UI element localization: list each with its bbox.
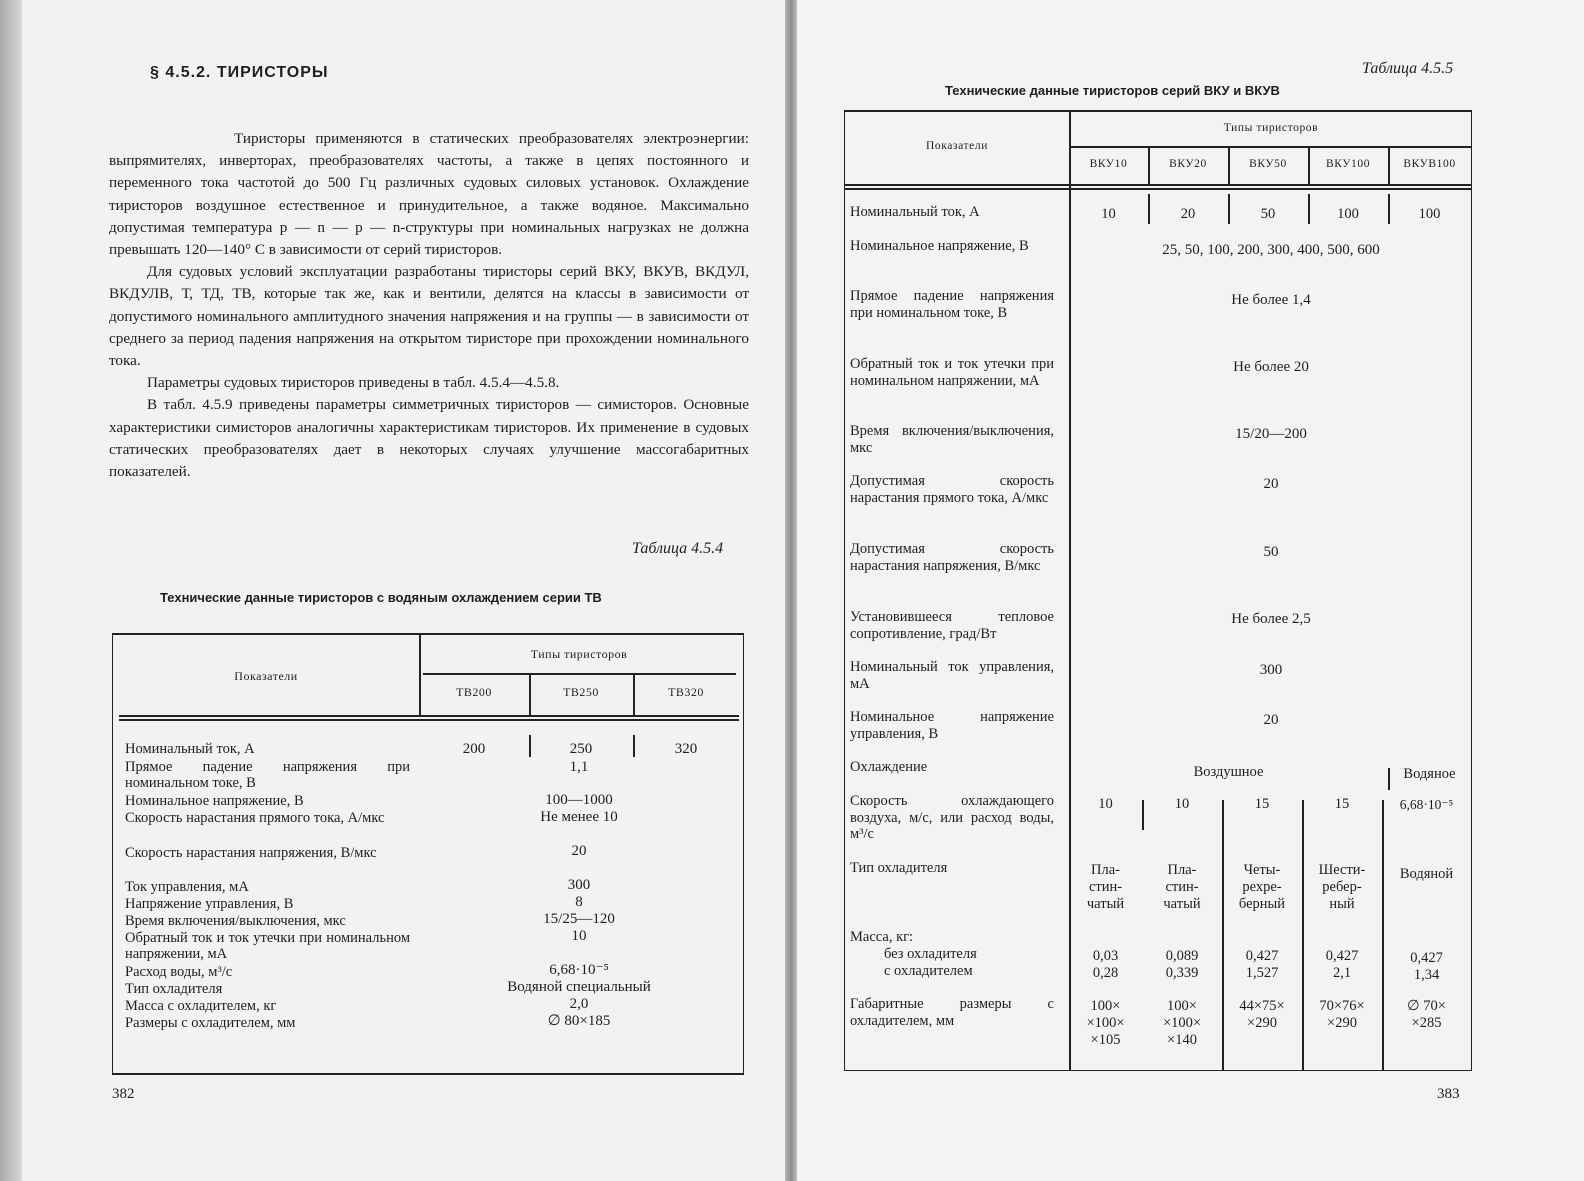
cell-value: 1,527	[1245, 965, 1279, 981]
cell-value: 20	[1180, 206, 1196, 222]
column-header: Показатели	[926, 140, 988, 152]
cell-value: 20	[1263, 476, 1279, 492]
cell-value: 15/25—120	[543, 911, 615, 927]
cell-value: 15/20—200	[1235, 426, 1307, 442]
table-title: Технические данные тиристоров с водяным охлаждением серии ТВ	[160, 590, 602, 605]
cell-value: 100—1000	[545, 792, 613, 808]
row-label: Ток управления, мА	[125, 879, 249, 895]
cell-value: 0,28	[1092, 965, 1119, 981]
paragraph: В табл. 4.5.9 приведены параметры симметричных тиристоров — симисторов. Основные характеристики симисторов аналогичны характеристикам тиристоров. Их применение в судовых статических преобразователях дает в некоторых случаях улучшение массогабаритных показателей.	[109, 396, 749, 481]
row-label: Время включения/выключения, мкс	[125, 913, 346, 929]
row-label: Прямое падение напряжения при номинальном токе, В	[125, 759, 410, 791]
cell-value: ∅ 70× ×285	[1407, 998, 1446, 1031]
type-header: ТВ320	[668, 685, 704, 699]
row-label: Тип охладителя	[125, 981, 223, 997]
group-header: Типы тиристоров	[530, 647, 628, 661]
cell-value: 0,03	[1092, 948, 1119, 964]
cell-value: Водяной специальный	[507, 979, 651, 995]
cell-value: Не более 20	[1233, 359, 1309, 375]
row-label: Номинальный ток управления, мА	[850, 659, 1054, 692]
cell-value: 8	[575, 894, 583, 910]
paragraph: Параметры судовых тиристоров приведены в табл. 4.5.4—4.5.8.	[147, 374, 560, 392]
row-label: Установившееся тепловое сопротивление, град/Вт	[850, 609, 1054, 642]
cell-value: 200	[462, 741, 486, 757]
cell-value: Не менее 10	[540, 809, 618, 825]
cell-value: Четы- рехре- берный	[1238, 862, 1286, 912]
row-label: Номинальное напряжение управления, В	[850, 709, 1054, 742]
row-label: Номинальный ток, А	[125, 741, 255, 757]
cell-value: 15	[1334, 796, 1350, 812]
type-header: ВКУ50	[1249, 158, 1287, 170]
table-title: Технические данные тиристоров серий ВКУ и ВКУВ	[945, 83, 1280, 98]
row-label: Охлаждение	[850, 759, 928, 775]
row-label: Обратный ток и ток утечки при номинальном напряжении, мА	[125, 930, 410, 962]
section-heading: § 4.5.2. ТИРИСТОРЫ	[150, 64, 329, 81]
paragraph: Тиристоры применяются в статических преобразователях электроэнергии: выпрямителях, инверторах, преобразователях частоты, а также в цепях постоянного и переменного тока частотой до 500 Гц различных судовых силовых установок. Охлаждение тиристоров воздушное естественное и принудительное, а также водяное. Максимально допустимая температура p — n — p — n-структуры при номинальных нагрузках не должна превышать 120—140° С в зависимости от серий тиристоров.	[109, 130, 749, 259]
page-number: 383	[1437, 1086, 1460, 1102]
body-text	[109, 128, 749, 483]
cell-value: 100	[1418, 206, 1441, 222]
cell-value: 100× ×100× ×105	[1086, 998, 1125, 1048]
cell-value: Пла- стин- чатый	[1163, 862, 1201, 912]
row-label: Масса, кг:	[850, 929, 914, 945]
table-4-5-5	[844, 110, 1472, 1071]
row-label: Габаритные размеры с охладителем, мм	[850, 996, 1054, 1029]
cell-value: Шести- ребер- ный	[1318, 862, 1366, 912]
table-4-5-4	[112, 633, 744, 1075]
cell-value: 10	[1174, 796, 1190, 812]
cell-value: 1,1	[569, 759, 589, 775]
row-label: Скорость охлаждающего воздуха, м/с, или расход воды, м³/с	[850, 793, 1054, 842]
type-header: ТВ200	[456, 685, 492, 699]
cell-value: Пла- стин- чатый	[1086, 862, 1125, 912]
table-caption: Таблица 4.5.4	[632, 540, 724, 557]
page-number: 382	[112, 1086, 135, 1102]
cell-value: 15	[1254, 796, 1270, 812]
cell-value: 20	[571, 843, 587, 859]
row-label: Время включения/выключения, мкс	[850, 423, 1054, 456]
row-sublabel: с охладителем	[884, 963, 973, 979]
type-header: ВКУВ100	[1403, 158, 1456, 170]
table-caption: Таблица 4.5.5	[1362, 60, 1454, 77]
cell-value: 44×75× ×290	[1239, 998, 1285, 1031]
cell-value: Не более 2,5	[1231, 611, 1311, 627]
book-gutter	[785, 0, 797, 1181]
cell-value: 0,427	[1245, 948, 1279, 964]
row-label: Номинальное напряжение, В	[125, 793, 304, 809]
cell-value: 25, 50, 100, 200, 300, 400, 500, 600	[1162, 242, 1380, 258]
cell-value: 100× ×100× ×140	[1162, 998, 1202, 1048]
cell-value: 10	[1101, 206, 1116, 222]
group-header: Типы тиристоров	[1223, 122, 1319, 134]
row-label: Допустимая скорость нарастания напряжения, В/мкс	[850, 541, 1054, 574]
cell-value: 6,68·10⁻⁵	[549, 962, 609, 978]
left-page	[0, 0, 785, 1181]
row-label: Номинальное напряжение, В	[850, 238, 1029, 254]
cell-value: Водяное	[1403, 766, 1456, 782]
cell-value: Не более 1,4	[1231, 292, 1311, 308]
cell-value: 70×76× ×290	[1319, 998, 1365, 1031]
row-label: Расход воды, м³/с	[125, 964, 233, 980]
cell-value: 0,339	[1165, 965, 1199, 981]
type-header: ВКУ20	[1169, 158, 1207, 170]
row-label: Масса с охладителем, кг	[125, 998, 277, 1014]
row-label: Скорость нарастания прямого тока, А/мкс	[125, 810, 385, 826]
cell-value: 6,68·10⁻⁵	[1399, 797, 1454, 812]
row-label: Размеры с охладителем, мм	[125, 1015, 296, 1031]
cell-value: Воздушное	[1193, 764, 1264, 780]
row-sublabel: без охладителя	[884, 946, 977, 962]
cell-value: 300	[567, 877, 591, 893]
cell-value: 20	[1263, 712, 1279, 728]
cell-value: 50	[1263, 544, 1279, 560]
row-label: Номинальный ток, А	[850, 204, 980, 220]
cell-value: Водяной	[1399, 866, 1454, 882]
cell-value: 0,089	[1165, 948, 1199, 964]
paragraph: Для судовых условий эксплуатации разработаны тиристоры серий ВКУ, ВКУВ, ВКДУЛ, ВКДУЛВ, Т, ТД, ТВ, которые так же, как и вентили, делятся на классы в зависимости от допустимого номинального амплитудного значения напряжения и на группы — в зависимости от среднего за период падения напряжения на открытом тиристоре при прохождении номинального тока.	[109, 263, 749, 370]
cell-value: 250	[569, 741, 593, 757]
type-header: ВКУ100	[1325, 158, 1371, 170]
cell-value: ∅ 80×185	[547, 1013, 611, 1029]
cell-value: 0,427	[1325, 948, 1359, 964]
cell-value: 50	[1260, 206, 1276, 222]
cell-value: 320	[674, 741, 698, 757]
cell-value: 10	[1098, 796, 1113, 812]
cell-value: 2,1	[1332, 965, 1352, 981]
cell-value: 2,0	[569, 996, 589, 1012]
cell-value: 0,427	[1410, 950, 1443, 966]
column-header: Показатели	[234, 669, 298, 683]
type-header: ТВ250	[563, 685, 599, 699]
cell-value: 100	[1337, 206, 1359, 222]
cell-value: 10	[571, 928, 587, 944]
row-label: Прямое падение напряжения при номинальном токе, В	[850, 288, 1054, 321]
row-label: Скорость нарастания напряжения, В/мкс	[125, 845, 377, 861]
cell-value: 300	[1259, 662, 1283, 678]
row-label: Напряжение управления, В	[125, 896, 294, 912]
row-label: Тип охладителя	[850, 860, 948, 876]
row-label: Допустимая скорость нарастания прямого тока, А/мкс	[850, 473, 1054, 506]
cell-value: 1,34	[1413, 967, 1440, 983]
type-header: ВКУ10	[1089, 158, 1128, 170]
row-label: Обратный ток и ток утечки при номинальном напряжении, мА	[850, 356, 1054, 389]
page-edge	[0, 0, 22, 1181]
